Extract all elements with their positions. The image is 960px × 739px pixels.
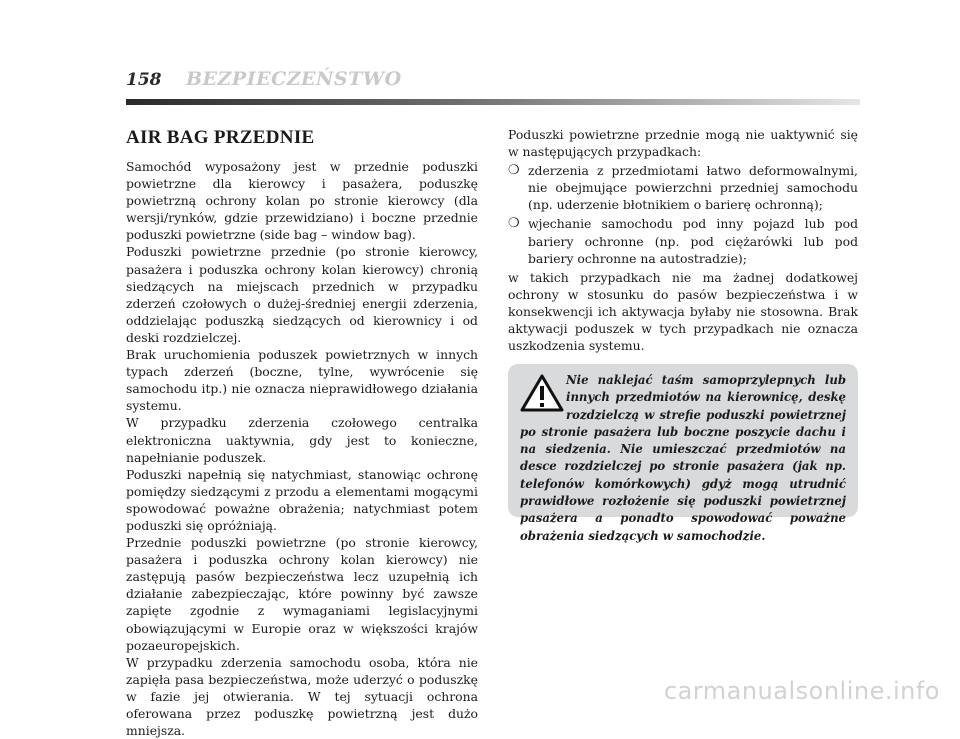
conclusion-paragraph: w takich przypadkach nie ma żadnej dodatkowej ochrony w stosunku do pasów bezpieczeństwa i w konsekwencji ich aktywacja byłaby nie stosowna. Brak aktywacji poduszek w tych przypadkach nie oznacza uszkodzenia systemu. [508,269,858,354]
paragraph: Samochód wyposażony jest w przednie poduszki powietrzne dla kierowcy i pasażera, poduszkę powietrzną ochrony kolan po stronie kierowcy (dla wersji/rynków, gdzie przewidziano) i boczne przednie poduszki powietrzne (side bag – window bag). [126,159,478,243]
watermark: carmanualsonline.info [663,677,940,705]
list-item-text: zderzenia z przedmiotami łatwo deformowalnymi, nie obejmujące powierzchni przedniej samochodu (np. uderzenie błotnikiem o barierę ochronną); [528,163,858,213]
warning-text: Nie naklejać taśm samoprzylepnych lub innych przedmiotów na kierownicę, deskę rozdzielczą w strefie poduszki powietrznej po stronie pasażera lub boczne poszycie dachu i na siedzenia. Nie umieszczać przedmiotów na desce rozdzielczej po stronie pasażera (jak np. telefonów komórkowych) gdyż mogą utrudnić prawidłowe rozłożenie się poduszki powietrznej pasażera a ponadto spowodować poważne obrażenia siedzących w samochodzie. [520,373,846,543]
page-number: 158 [126,70,162,90]
left-column [126,126,478,739]
warning-box [508,364,858,543]
paragraph: Poduszki napełnią się natychmiast, stanowiąc ochronę pomiędzy siedzącymi z przodu a elementami mogącymi spowodować poważne obrażenia; natychmiast potem poduszki się opróżniają. [126,466,478,533]
list-item [508,215,858,266]
paragraph: Przednie poduszki powietrzne (po stronie kierowcy, pasażera i poduszka ochrony kolan kierowcy) nie zastępują pasów bezpieczeństwa lecz uzupełnią ich działanie zabezpieczając, które powinny być zawsze zapięte zgodnie z wymaganiami legislacyjnymi obowiązującymi w Europie oraz w większości krajów pozaeuropejskich. [126,535,478,653]
article-heading: AIR BAG PRZEDNIE [126,127,315,148]
intro-paragraph: Poduszki powietrzne przednie mogą nie uaktywnić się w następujących przypadkach: [508,127,858,160]
paragraph: Poduszki powietrzne przednie (po stronie kierowcy, pasażera i poduszka ochrony kolan kierowcy) chronią siedzących na miejscach przednich w przypadku zderzeń czołowych o dużej-średniej energii zderzenia, oddzielając poduszką siedzących od kierownicy i od deski rozdzielczej. [126,244,478,345]
header-rule [126,99,860,105]
right-column [508,126,858,354]
bullet-icon: ❍ [508,216,520,232]
paragraph: W przypadku zderzenia czołowego centralka elektroniczna uaktywnia, gdy jest to konieczne, napełnianie poduszek. [126,415,478,465]
paragraph: W przypadku zderzenia samochodu osoba, która nie zapięła pasa bezpieczeństwa, może uderzyć o poduszkę w fazie jej otwierania. W tej sytuacji ochrona oferowana przez poduszkę powietrzną jest dużo mniejsza. [126,654,478,739]
list-item-text: wjechanie samochodu pod inny pojazd lub pod bariery ochronne (np. pod ciężarówki lub pod bariery ochronne na autostradzie); [528,216,858,266]
warning-triangle-icon [520,374,564,412]
page-header [126,64,860,108]
bullet-icon: ❍ [508,163,520,179]
paragraph: Brak uruchomienia poduszek powietrznych w innych typach zderzeń (boczne, tylne, wywrócenie się samochodu itp.) nie oznacza nieprawidłowego działania systemu. [126,347,478,414]
section-title: BEZPIECZEŃSTWO [186,68,402,90]
list-item [508,162,858,213]
